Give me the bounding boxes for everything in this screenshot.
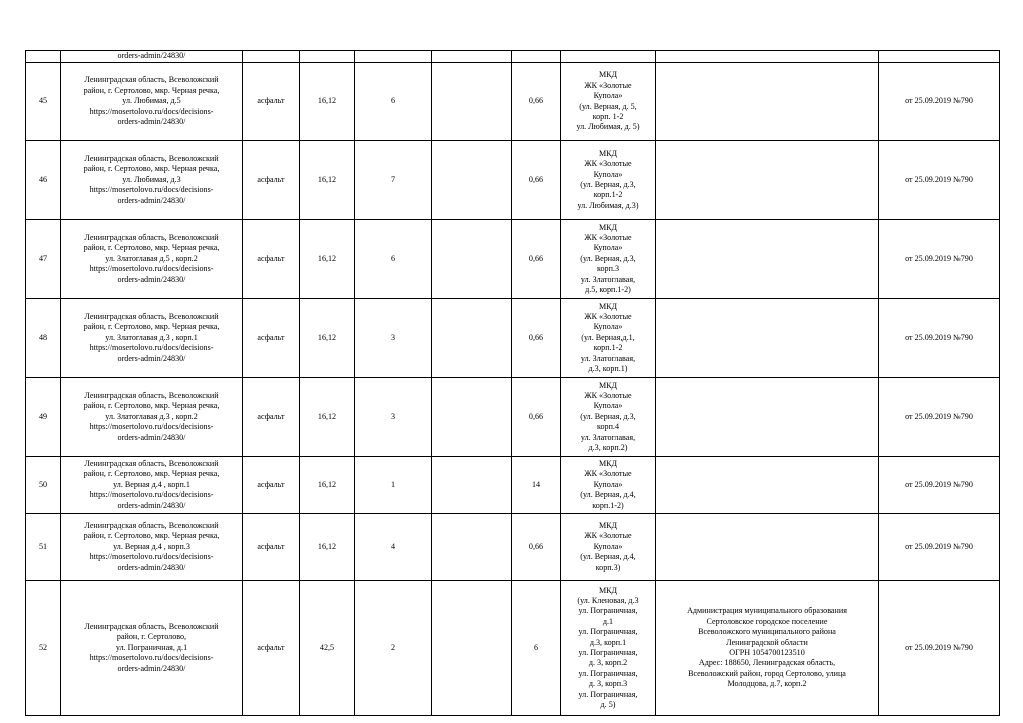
- text-line: Купола»: [593, 169, 623, 179]
- area-cell: 16,12: [300, 220, 355, 299]
- address-cell: [61, 457, 243, 514]
- empty-cell: [432, 457, 512, 514]
- table-row: [26, 299, 1000, 378]
- owner-cell: [656, 141, 879, 220]
- text-line: Адрес: 188650, Ленинградская область,: [698, 658, 836, 668]
- object-cell: [561, 514, 656, 581]
- containers-cell: 1: [355, 457, 432, 514]
- text-line: https://mosertolovo.ru/docs/decisions-: [89, 343, 214, 353]
- text-line: д. 3, корп.3: [588, 679, 628, 689]
- surface-cell: асфальт: [243, 514, 300, 581]
- text-line: район, г. Сертолово, мкр. Черная речка,: [83, 322, 220, 332]
- text-line: Ленинградская область, Всеволожский: [84, 153, 219, 163]
- text-line: МКД: [598, 222, 618, 232]
- volume-cell: 0,66: [512, 299, 561, 378]
- text-line: orders-admin/24830/: [117, 663, 186, 673]
- area-cell: 42,5: [300, 581, 355, 716]
- text-line: ул. Златоглавая,: [580, 353, 636, 363]
- empty-cell: [432, 378, 512, 457]
- text-line: ул. Верная д.4 , корп.1: [113, 479, 190, 489]
- area-cell: 16,12: [300, 514, 355, 581]
- empty-cell: [432, 581, 512, 716]
- text-line: https://mosertolovo.ru/docs/decisions-: [89, 552, 214, 562]
- text-line: ЖК «Золотые: [584, 469, 632, 479]
- text-line: ул. Пограничная,: [578, 606, 638, 616]
- text-line: д.1: [602, 616, 614, 626]
- text-line: ул. Златоглавая д.3 , корп.1: [105, 332, 198, 342]
- table-row: [26, 514, 1000, 581]
- num-cell: 47: [26, 220, 61, 299]
- text-line: (ул. Верная,д.1,: [581, 332, 635, 342]
- address-cell: [61, 378, 243, 457]
- text-line: (ул. Верная, д.4,: [580, 552, 636, 562]
- text-line: ул. Златоглавая д.5 , корп.2: [105, 253, 198, 263]
- empty-cell: [432, 514, 512, 581]
- volume-cell: 14: [512, 457, 561, 514]
- owner-cell: [656, 220, 879, 299]
- owner-cell: [656, 457, 879, 514]
- text-line: (ул. Кленовая, д.3: [577, 595, 639, 605]
- text-line: ЖК «Золотые: [584, 390, 632, 400]
- surface-cell: асфальт: [243, 299, 300, 378]
- text-line: Ленинградская область, Всеволожский: [84, 232, 219, 242]
- num-cell: [26, 51, 61, 63]
- text-line: корп.1-2): [592, 500, 624, 510]
- table-row: [26, 220, 1000, 299]
- num-cell: 48: [26, 299, 61, 378]
- text-line: Всеволожский район, город Сертолово, улица: [688, 668, 846, 678]
- volume-cell: 0,66: [512, 378, 561, 457]
- empty-cell: [432, 63, 512, 141]
- address-cell: [61, 514, 243, 581]
- owner-cell: [656, 581, 879, 716]
- text-line: orders-admin/24830/: [117, 274, 186, 284]
- text-line: Ленинградская область, Всеволожский: [84, 311, 219, 321]
- num-cell: 45: [26, 63, 61, 141]
- text-line: Купола»: [593, 322, 623, 332]
- area-cell: 16,12: [300, 378, 355, 457]
- text-line: ЖК «Золотые: [584, 531, 632, 541]
- volume-cell: 0,66: [512, 220, 561, 299]
- text-line: МКД: [598, 458, 618, 468]
- address-cell: [61, 141, 243, 220]
- text-line: Купола»: [593, 479, 623, 489]
- containers-cell: [355, 51, 432, 63]
- volume-cell: 6: [512, 581, 561, 716]
- text-line: Ленинградская область, Всеволожский: [84, 458, 219, 468]
- text-line: Купола»: [593, 91, 623, 101]
- table-row-partial: [26, 51, 1000, 63]
- table-row: [26, 378, 1000, 457]
- containers-cell: 2: [355, 581, 432, 716]
- text-line: д.3, корп.1): [588, 364, 628, 374]
- containers-cell: 4: [355, 514, 432, 581]
- text-line: Ленинградская область, Всеволожский: [84, 520, 219, 530]
- text-line: МКД: [598, 520, 618, 530]
- text-line: Ленинградская область, Всеволожский: [84, 621, 219, 631]
- text-line: корп.1-2: [593, 190, 623, 200]
- text-line: Купола»: [593, 541, 623, 551]
- surface-cell: асфальт: [243, 141, 300, 220]
- surface-cell: асфальт: [243, 457, 300, 514]
- area-cell: 16,12: [300, 141, 355, 220]
- text-line: ул. Пограничная,: [578, 627, 638, 637]
- area-cell: [300, 51, 355, 63]
- containers-cell: 3: [355, 378, 432, 457]
- empty-cell: [432, 51, 512, 63]
- owner-cell: [656, 299, 879, 378]
- text-line: orders-admin/24830/: [117, 432, 186, 442]
- decision-cell: от 25.09.2019 №790: [879, 220, 1000, 299]
- table-row: [26, 457, 1000, 514]
- text-line: https://mosertolovo.ru/docs/decisions-: [89, 422, 214, 432]
- text-line: ЖК «Золотые: [584, 232, 632, 242]
- table-row: [26, 141, 1000, 220]
- containers-cell: 6: [355, 220, 432, 299]
- empty-cell: [432, 220, 512, 299]
- text-line: ул. Златоглавая,: [580, 432, 636, 442]
- text-line: район, г. Сертолово, мкр. Черная речка,: [83, 164, 220, 174]
- text-line: МКД: [598, 148, 618, 158]
- text-line: orders-admin/24830/: [117, 562, 186, 572]
- decision-cell: [879, 51, 1000, 63]
- text-line: https://mosertolovo.ru/docs/decisions-: [89, 653, 214, 663]
- text-line: корп. 1-2: [592, 111, 624, 121]
- text-line: ул. Златоглавая д.3 , корп.2: [105, 411, 198, 421]
- text-line: д. 5): [600, 700, 616, 710]
- text-line: Ленинградская область, Всеволожский: [84, 390, 219, 400]
- surface-cell: асфальт: [243, 63, 300, 141]
- owner-cell: [656, 63, 879, 141]
- surface-cell: [243, 51, 300, 63]
- text-line: ЖК «Золотые: [584, 159, 632, 169]
- table-row: [26, 63, 1000, 141]
- address-cell: [61, 220, 243, 299]
- object-cell: [561, 457, 656, 514]
- volume-cell: 0,66: [512, 141, 561, 220]
- owner-cell: [656, 51, 879, 63]
- owner-cell: [656, 378, 879, 457]
- text-line: ул. Любимая, д.5: [122, 96, 181, 106]
- text-line: ул. Пограничная,: [578, 648, 638, 657]
- surface-cell: асфальт: [243, 581, 300, 716]
- object-cell: [561, 299, 656, 378]
- text-line: orders-admin/24830/: [117, 195, 186, 205]
- text-line: район, г. Сертолово, мкр. Черная речка,: [83, 401, 220, 411]
- containers-cell: 7: [355, 141, 432, 220]
- num-cell: 49: [26, 378, 61, 457]
- text-line: д.3, корп.1: [589, 637, 627, 647]
- text-line: ул. Любимая, д.3): [577, 200, 639, 210]
- text-line: ул. Любимая, д.3: [122, 174, 181, 184]
- decision-cell: от 25.09.2019 №790: [879, 299, 1000, 378]
- decision-cell: от 25.09.2019 №790: [879, 141, 1000, 220]
- text-line: д.3, корп.2): [588, 443, 628, 453]
- address-cell: [61, 63, 243, 141]
- text-line: https://mosertolovo.ru/docs/decisions-: [89, 490, 214, 500]
- text-line: https://mosertolovo.ru/docs/decisions-: [89, 185, 214, 195]
- object-cell: [561, 378, 656, 457]
- text-line: Молодцова, д.7, корп.2: [727, 679, 807, 689]
- address-cell: [61, 299, 243, 378]
- area-cell: 16,12: [300, 63, 355, 141]
- text-line: https://mosertolovo.ru/docs/decisions-: [89, 106, 214, 116]
- text-line: Всеволожского муниципального района: [698, 627, 836, 637]
- text-line: корп.3): [595, 562, 621, 572]
- empty-cell: [432, 141, 512, 220]
- text-line: корп.1-2: [593, 343, 623, 353]
- containers-cell: 6: [355, 63, 432, 141]
- text-line: д. 3, корп.2: [588, 658, 628, 668]
- area-cell: 16,12: [300, 299, 355, 378]
- text-line: ул. Пограничная,: [578, 668, 638, 678]
- owner-cell: [656, 514, 879, 581]
- volume-cell: 0,66: [512, 63, 561, 141]
- text-line: район, г. Сертолово, мкр. Черная речка,: [83, 243, 220, 253]
- text-line: ЖК «Золотые: [584, 80, 632, 90]
- text-line: ул. Пограничная,: [578, 689, 638, 699]
- decision-cell: от 25.09.2019 №790: [879, 581, 1000, 716]
- text-line: МКД: [598, 301, 618, 311]
- text-line: корп.3: [596, 264, 620, 274]
- register-body: [26, 51, 1000, 716]
- num-cell: 50: [26, 457, 61, 514]
- address-cell: orders-admin/24830/: [61, 51, 243, 63]
- text-line: orders-admin/24830/: [117, 500, 186, 510]
- text-line: ЖК «Золотые: [584, 311, 632, 321]
- decision-cell: от 25.09.2019 №790: [879, 378, 1000, 457]
- text-line: Купола»: [593, 243, 623, 253]
- text-line: Администрация муниципального образования: [687, 606, 847, 616]
- text-line: (ул. Верная, д. 5,: [579, 101, 637, 111]
- decision-cell: от 25.09.2019 №790: [879, 63, 1000, 141]
- text-line: Сертоловское городское поселение: [706, 616, 828, 626]
- volume-cell: 0,66: [512, 514, 561, 581]
- area-cell: 16,12: [300, 457, 355, 514]
- text-line: ул. Любимая, д. 5): [576, 122, 640, 132]
- object-cell: [561, 581, 656, 716]
- text-line: район, г. Сертолово, мкр. Черная речка,: [83, 469, 220, 479]
- empty-cell: [432, 299, 512, 378]
- object-cell: [561, 141, 656, 220]
- text-line: МКД: [598, 70, 618, 80]
- text-line: ОГРН 1054700123510: [729, 648, 805, 657]
- object-cell: [561, 220, 656, 299]
- num-cell: 52: [26, 581, 61, 716]
- table-row: [26, 581, 1000, 716]
- text-line: orders-admin/24830/: [117, 353, 186, 363]
- text-line: orders-admin/24830/: [117, 117, 186, 127]
- text-line: район, г. Сертолово,: [116, 632, 187, 642]
- text-line: (ул. Верная, д.3,: [580, 253, 636, 263]
- text-line: ул. Златоглавая,: [580, 274, 636, 284]
- text-line: https://mosertolovo.ru/docs/decisions-: [89, 264, 214, 274]
- surface-cell: асфальт: [243, 378, 300, 457]
- decision-cell: от 25.09.2019 №790: [879, 457, 1000, 514]
- text-line: район, г. Сертолово, мкр. Черная речка,: [83, 531, 220, 541]
- text-line: Ленинградская область, Всеволожский: [84, 75, 219, 85]
- text-line: ул. Верная д.4 , корп.3: [113, 541, 190, 551]
- surface-cell: асфальт: [243, 220, 300, 299]
- text-line: (ул. Верная, д.3,: [580, 411, 636, 421]
- text-line: МКД: [598, 380, 618, 390]
- num-cell: 46: [26, 141, 61, 220]
- num-cell: 51: [26, 514, 61, 581]
- text-line: (ул. Верная, д.4,: [580, 490, 636, 500]
- text-line: Ленинградской области: [726, 637, 808, 647]
- text-line: район, г. Сертолово, мкр. Черная речка,: [83, 85, 220, 95]
- text-line: ул. Пограничная, д.1: [115, 642, 188, 652]
- text-line: Купола»: [593, 401, 623, 411]
- decision-cell: от 25.09.2019 №790: [879, 514, 1000, 581]
- address-cell: [61, 581, 243, 716]
- register-table: [25, 50, 1000, 716]
- containers-cell: 3: [355, 299, 432, 378]
- object-cell: [561, 51, 656, 63]
- text-line: д.5, корп.1-2): [585, 285, 631, 295]
- object-cell: [561, 63, 656, 141]
- volume-cell: [512, 51, 561, 63]
- text-line: МКД: [598, 585, 618, 595]
- text-line: (ул. Верная, д.3,: [580, 180, 636, 189]
- text-line: корп.4: [596, 422, 620, 432]
